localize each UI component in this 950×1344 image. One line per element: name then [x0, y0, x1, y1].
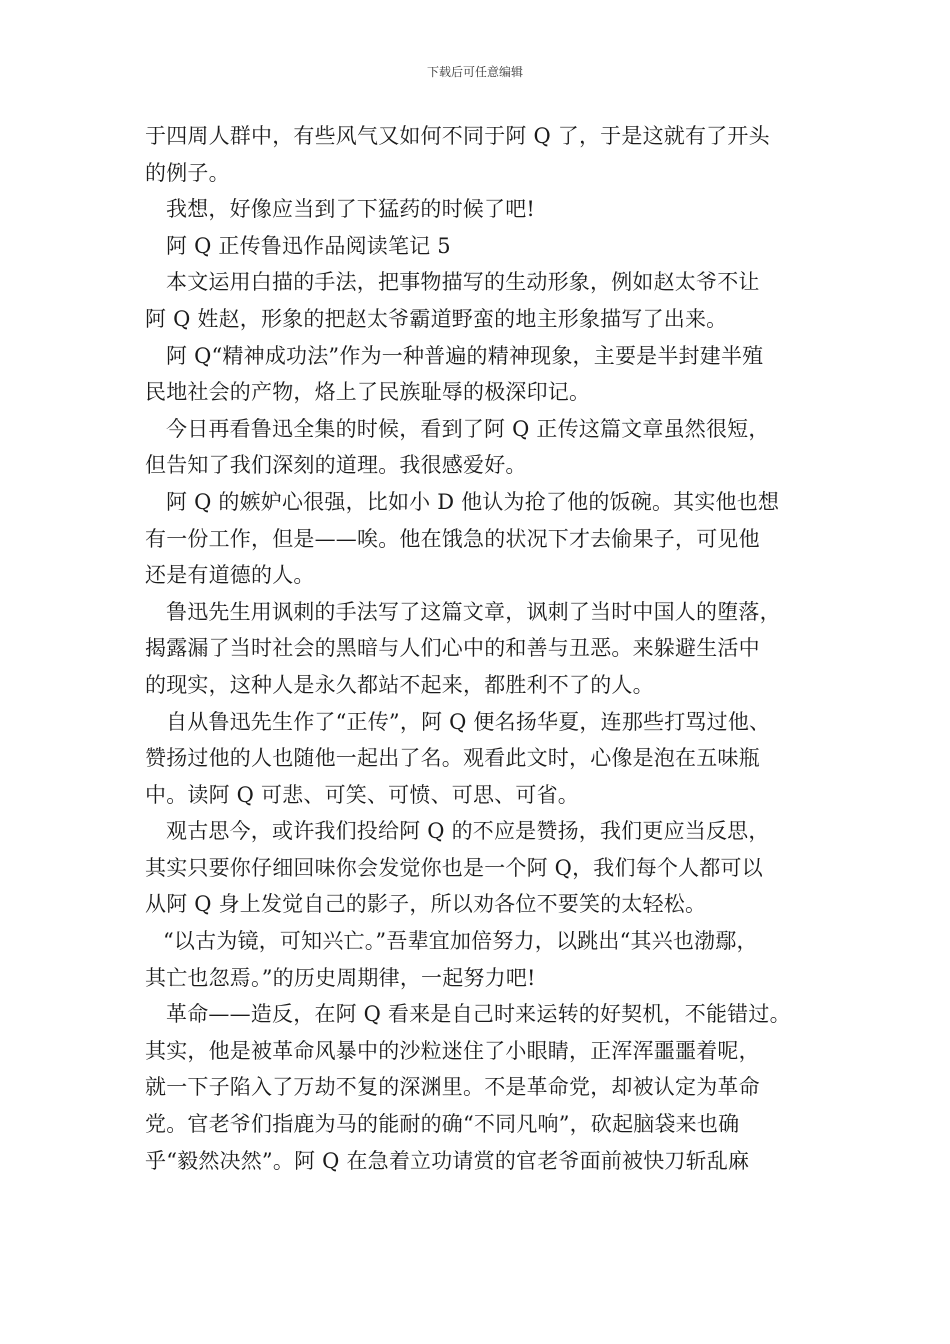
text-line: 的现实，这种人是永久都站不起来，都胜利不了的人。 — [145, 672, 654, 697]
section-heading: 阿 Q 正传鲁迅作品阅读笔记 5 — [166, 233, 451, 258]
text-line: 今日再看鲁迅全集的时候，看到了阿 Q 正传这篇文章虽然很短， — [166, 416, 770, 441]
text-line: 本文运用白描的手法，把事物描写的生动形象，例如赵太爷不让 — [166, 270, 760, 295]
text-line: 观古思今，或许我们投给阿 Q 的不应是赞扬，我们更应当反思， — [166, 819, 770, 844]
text-line: 有一份工作，但是——唉。他在饿急的状况下才去偷果子，可见他 — [145, 526, 760, 551]
text-line: 其亡也忽焉。”的历史周期律，一起努力吧! — [145, 965, 536, 990]
text-line: 阿 Q 的嫉妒心很强，比如小 D 他认为抢了他的饭碗。其实他也想 — [166, 489, 780, 514]
text-line: 但告知了我们深刻的道理。我很感爱好。 — [145, 453, 527, 478]
page-header: 下载后可任意编辑 — [426, 65, 523, 79]
text-line: 民地社会的产物，烙上了民族耻辱的极深印记。 — [145, 380, 591, 405]
text-line: 于四周人群中，有些风气又如何不同于阿 Q 了，于是这就有了开头 — [145, 124, 770, 148]
text-line: 革命——造反，在阿 Q 看来是自己时来运转的好契机，不能错过。 — [166, 1002, 791, 1027]
text-line: 的例子。 — [145, 160, 230, 185]
text-line: 阿 Q 姓赵，形象的把赵太爷霸道野蛮的地主形象描写了出来。 — [145, 306, 728, 331]
text-line: “以古为镜，可知兴亡。”吾辈宜加倍努力，以跳出“其兴也渤鄢， — [163, 929, 758, 954]
text-line: 党。官老爷们指鹿为马的能耐的确“不同凡响”，砍起脑袋来也确 — [145, 1112, 740, 1137]
text-line: 从阿 Q 身上发觉自己的影子，所以劝各位不要笑的太轻松。 — [145, 892, 707, 917]
text-line: 自从鲁迅先生作了“正传”，阿 Q 便名扬华夏，连那些打骂过他、 — [166, 709, 771, 734]
text-line: 中。读阿 Q 可悲、可笑、可愤、可思、可省。 — [145, 782, 579, 807]
text-line: 我想，好像应当到了下猛药的时候了吧! — [166, 197, 536, 222]
document-body — [145, 118, 825, 1179]
text-line: 鲁迅先生用讽刺的手法写了这篇文章，讽刺了当时中国人的堕落， — [166, 599, 781, 624]
text-line: 还是有道德的人。 — [145, 563, 315, 588]
text-line: 赞扬过他的人也随他一起出了名。观看此文时，心像是泡在五味瓶 — [145, 746, 760, 771]
text-line: 就一下子陷入了万劫不复的深渊里。不是革命党，却被认定为革命 — [145, 1075, 760, 1100]
text-line: 其实只要你仔细回味你会发觉你也是一个阿 Q，我们每个人都可以 — [145, 855, 763, 880]
text-line: 阿 Q“精神成功法”作为一种普遍的精神现象，主要是半封建半殖 — [166, 343, 764, 368]
text-line: 揭露漏了当时社会的黑暗与人们心中的和善与丑恶。来躲避生活中 — [145, 636, 760, 661]
text-line: 其实，他是被革命风暴中的沙粒迷住了小眼睛，正浑浑噩噩着呢， — [145, 1038, 760, 1063]
text-line: 乎“毅然决然”。阿 Q 在急着立功请赏的官老爷面前被快刀斩乱麻 — [145, 1148, 750, 1173]
